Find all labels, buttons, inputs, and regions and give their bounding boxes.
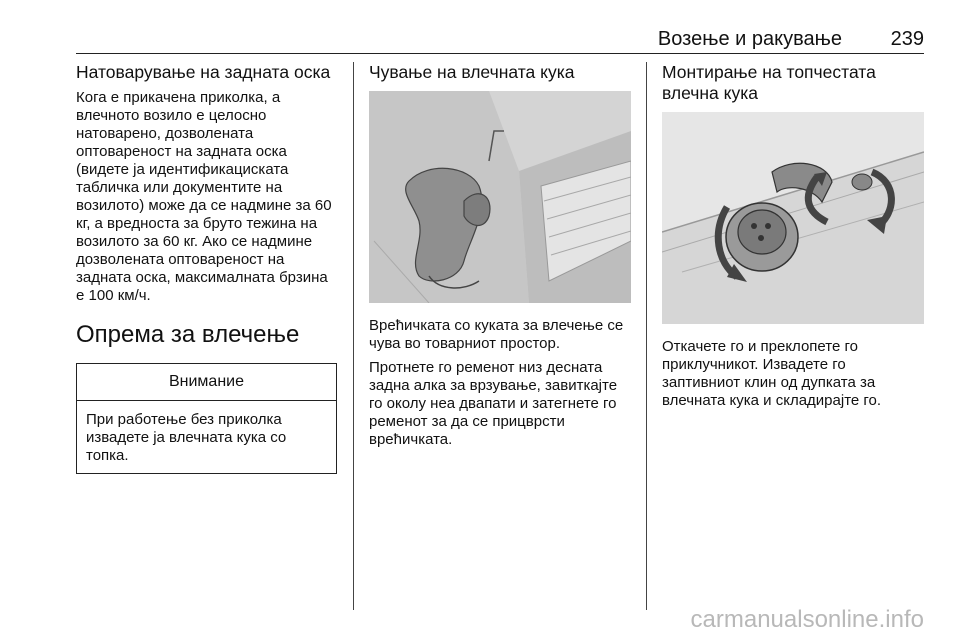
warning-box	[76, 363, 337, 474]
socket-illustration	[662, 112, 924, 324]
column-divider	[353, 62, 354, 610]
socket-drawing	[662, 112, 924, 324]
page-header	[76, 24, 924, 54]
cargo-bag-illustration	[369, 91, 631, 303]
column-divider	[646, 62, 647, 610]
header-rule	[76, 53, 924, 54]
section-heading-axle-load: Натоварување на задната оска	[76, 62, 331, 82]
column-3	[662, 62, 924, 416]
axle-load-paragraph: Кога е прикачена приколка, а влечното возило е целосно натоварено, дозволената оптовареност на задната оска (видете ја идентификациската табличка или документите на возилото) може да се надмине за 60 кг, а вредноста за бруто тежина на возилото за 60 кг. Ако се надмине дозволената оптовареност на задната оска, максималната брзина е 100 км/ч.	[76, 89, 332, 304]
section-heading-mounting: Монтирање на топчестата влечна кука	[662, 62, 876, 103]
storage-caption: Врећичката со куката за влечење се чува во товарниот простор.	[369, 317, 624, 352]
warning-title: Внимание	[77, 364, 336, 401]
page-number: 239	[890, 28, 924, 50]
watermark: carmanualsonline.info	[690, 606, 924, 633]
section-title-towing-equipment: Опрема за влечење	[76, 321, 300, 348]
section-heading-storage: Чување на влечната кука	[369, 62, 575, 82]
strap-instructions: Протнете го ременот низ десната задна алка за врзување, завиткајте го околу неа двапати и затегнете го ременот за да се прицврсти врећичката.	[369, 359, 618, 448]
warning-text: При работење без приколка извадете ја влечната кука со топка.	[86, 411, 287, 464]
column-2	[369, 62, 631, 455]
column-1	[76, 62, 338, 474]
header-title: Возење и ракување	[657, 28, 842, 50]
mounting-instructions: Откачете го и преклопете го приклучникот. Извадете го заптивниот клин од дупката за влечната кука и складирајте го.	[662, 338, 882, 409]
cargo-bag-drawing	[369, 91, 631, 303]
